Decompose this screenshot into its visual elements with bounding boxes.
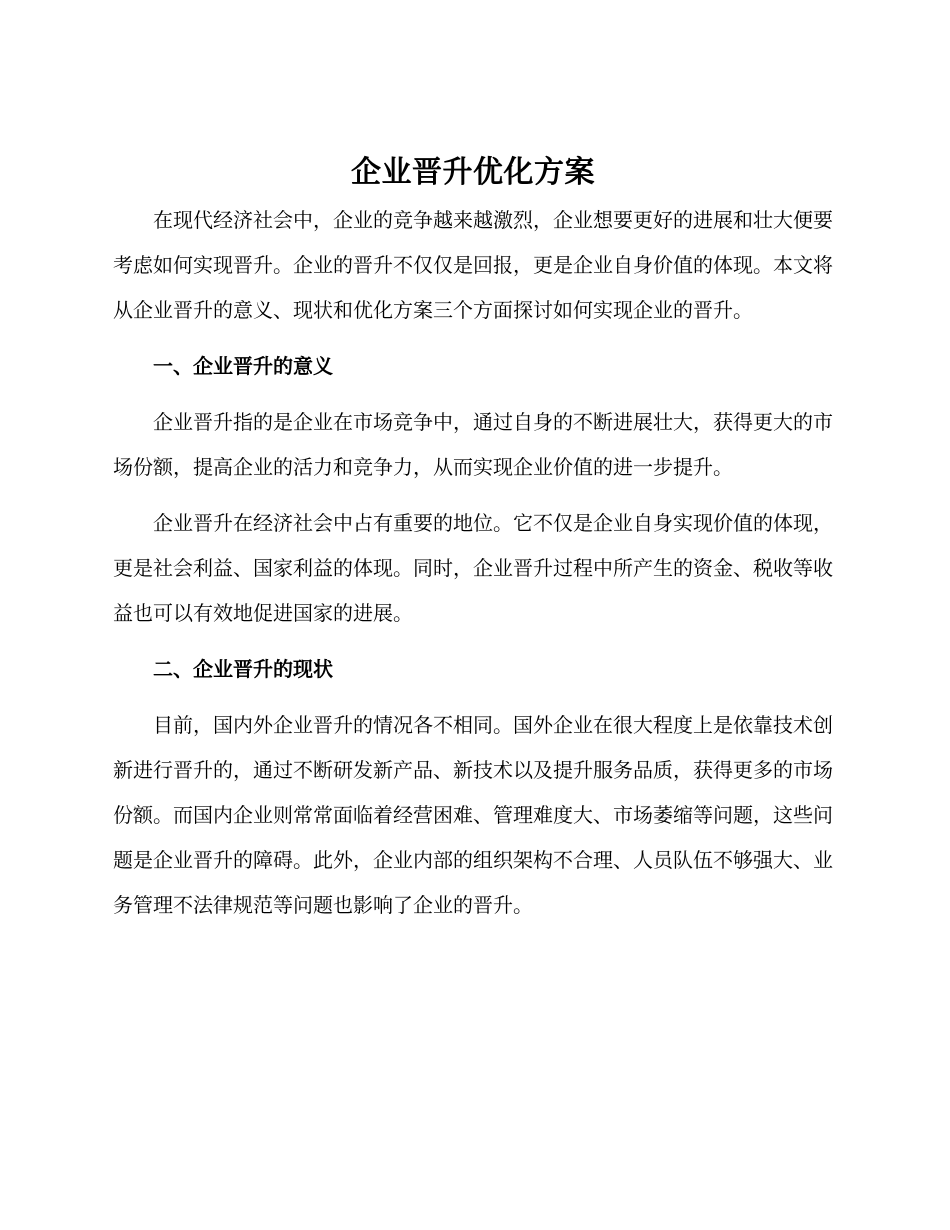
intro-paragraph: 在现代经济社会中，企业的竞争越来越激烈，企业想要更好的进展和壮大便要考虑如何实现晋升。企业的晋升不仅仅是回报，更是企业自身价值的体现。本文将从企业晋升的意义、现状和优化方案三个方面探讨如何实现企业的晋升。	[113, 208, 833, 322]
section-heading-significance: 一、企业晋升的意义	[153, 354, 333, 378]
document-title: 企业晋升优化方案	[351, 155, 595, 190]
document-body	[113, 148, 833, 939]
status-paragraph-1: 目前，国内外企业晋升的情况各不相同。国外企业在很大程度上是依靠技术创新进行晋升的，通过不断研发新产品、新技术以及提升服务品质，获得更多的市场份额。而国内企业则常常面临着经营困难、管理难度大、市场萎缩等问题，这些问题是企业晋升的障碍。此外，企业内部的组织架构不合理、人员队伍不够强大、业务管理不法律规范等问题也影响了企业的晋升。	[113, 713, 833, 917]
section-heading-status: 二、企业晋升的现状	[153, 657, 333, 681]
significance-paragraph-2: 企业晋升在经济社会中占有重要的地位。它不仅是企业自身实现价值的体现，更是社会利益、国家利益的体现。同时，企业晋升过程中所产生的资金、税收等收益也可以有效地促进国家的进展。	[113, 511, 833, 625]
significance-paragraph-1: 企业晋升指的是企业在市场竞争中，通过自身的不断进展壮大，获得更大的市场份额，提高企业的活力和竞争力，从而实现企业价值的进一步提升。	[113, 410, 833, 479]
